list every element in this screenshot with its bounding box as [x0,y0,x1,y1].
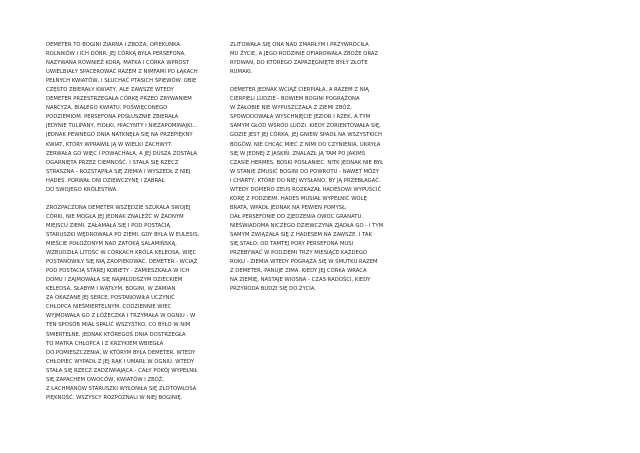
text-line: PRZEBYWAĆ W PODZIEMI TRZY MIESIĄCE KAŻDEGO [230,250,368,257]
text-line: SIĘ STAŁO: OD TAMTEJ PORY PERSEFONA MUSI [230,241,354,248]
text-line: TO MATKA CHŁOPCA I Z KRZYKIEM WBIEGŁA [46,340,164,347]
paragraph-gap [46,195,211,204]
text-line: MIEJSCU ZIEMI. ZAŁAMAŁA SIĘ I POD POSTACIĄ [46,222,171,229]
text-line: BRATA, WPADŁ JEDNAK NA PEWIEN POMYSŁ: [230,204,347,211]
text-line: W STANIE ZMUSIĆ BOGINI DO POWROTU - NAWET MÓZY [230,168,380,175]
text-line: CZĘSTO ZBIERAŁY KWIATY, ALE ZAWSZE WTEDY [46,87,174,94]
text-line: WYJMOWAŁA GO Z ŁÓŻECZKA I TRZYMAŁA W OGNIU - W [46,313,196,320]
text-line: SIĘ ZAPACHEM OWOCÓW, KWIATÓW I ZBÓŻ, [46,376,165,383]
text-line: ZROZPACZONA DEMETER WSZĘDZIE SZUKAŁA SWOJEJ [46,204,191,211]
text-line: Z ŁACHMANÓW STARUSZKI WYŁONIŁA SIĘ ZŁOTOWŁOSA [46,385,197,392]
text-line: NARCYZA, BIAŁEGO KWIATU, POŚWIĘCONEGO [46,105,168,112]
text-line: UWIELBIAŁY SPACEROWAĆ RAZEM Z NIMFAMI PO ŁĄKACH [46,69,198,76]
text-line: ZLITOWAŁA SIĘ ONA NAD ZMARŁYM I PRZYWRÓCIŁA [230,42,369,48]
text-line: DEMETER PRZESTRZEGAŁA CÓRKĘ PRZED ZRYWANIEM [46,96,192,103]
text-line: STARUSZKI WĘDROWAŁA PO ZIEMI. GDY BYŁA W EULESIS, [46,231,200,238]
text-line: OGARNIĘTA PRZEZ CIEMNOŚĆ. I STAŁA SIĘ RZECZ [46,159,179,166]
text-line: SIĘ W JEDNEJ Z JASKIŃ. ZNALAZŁ JĄ TAM PO JAKIMŚ [230,150,366,157]
right-text-column [230,41,398,294]
text-line: WTEDY DOPIERO ZEUS ROZKAZAŁ HADESOWI WYPUŚCIĆ [230,186,382,193]
text-line: DAŁ PERSEFONIE DO ZJEDZENIA OWOC GRANATU. [230,213,364,220]
text-line: PIĘKNOŚĆ. WSZYSCY ROZPOZNALI W NIEJ BOGINIĘ. [46,394,183,401]
text-line: ROLNIKÓW I ICH DÓBR. JEJ CÓRKĄ BYŁA PERSEFONA, [46,51,186,58]
text-line: CZASIE HERMES, BOSKI POSŁANIEC. NITK JEDNAK NIE BYŁ [230,159,384,166]
text-line: PEŁNYCH KWIATÓW, I SŁUCHAĆ PTASICH ŚPIEWÓW. OBIE [46,78,197,85]
text-line: POD POSTACIĄ STAREJ KOBIETY - ZAMIESZKAŁA W ICH [46,268,190,275]
text-line: STAŁA SIĘ RZECZ ZADZIWIAJĄCA - CAŁY POKÓJ WYPEŁNIŁ [46,367,198,374]
paragraph-gap [230,77,398,86]
text-line: NAZYWANA RÓWNIEŻ KORĄ. MATKA I CÓRKA WPROST [46,60,190,67]
text-line: JEDNAK PEWNEGO DNIA NATKNĘŁA SIĘ NA PRZEPIĘKNY [46,132,193,139]
text-line: DO SWOJEGO KRÓLESTWA. [46,186,118,193]
text-line: I CHARTY, KTÓRE DO NIEJ WYSŁANO, BY JĄ PRZEBŁAGAĆ. [230,177,381,184]
text-line: DEMETER JEDNAK WCIĄŻ CIERPIAŁA, A RAZEM Z NIĄ [230,87,369,94]
paragraph [46,204,211,403]
text-line: RUMAKI. [230,69,253,76]
text-line: NA ZIEMIĘ, NASTAJE WIOSNA - CZAS RADOŚCI, KIEDY [230,277,371,284]
text-line: DEMETER TO BOGINI ZIARNA I ZBOŻA, OPIEKUNKA [46,42,181,48]
text-line: CHŁOPIEC WYPADŁ Z JEJ RĄK I UMARŁ W OGNIU. WTEDY [46,358,195,365]
text-line: DOMU I ZAJMOWAŁA SIĘ NAJMŁODSZYM DZIECKIEM [46,277,183,284]
text-line: MU ŻYCIE, A JEGO RODZINIE OFIAROWAŁA ZBOŻE ORAZ [230,51,379,58]
text-line: RYDWAN, DO KTÓREGO ZAPRZĘGNIĘTE BYŁY ZŁOTE [230,60,368,67]
text-line: ŚMIERTELNE. JEDNAK KTÓREGOŚ DNIA DOSTRZEGŁA [46,331,186,338]
left-text-column [46,41,211,403]
paragraph [230,86,398,294]
paragraph [46,41,211,195]
text-line: NIEŚWIADOMA NICZEGO DZIEWCZYNA ZJADŁA GO - I TYM [230,222,384,229]
text-line: KORĘ Z PODZIEMI. HADES MUSIAŁ WYPEŁNIĆ WOLĘ [230,195,367,202]
text-line: TEN SPOSÓB MIAŁ SPALIĆ WSZYSTKO, CO BYŁO W NIM [46,322,191,329]
text-line: GDZIE JEST JEJ CÓRKA, JEJ GNIEW SPADŁ NA WSZYSTKICH [230,132,383,139]
text-line: STRASZNA - ROZSTĄPIŁA SIĘ ZIEMIA I WYSZEDŁ Z NIEJ [46,168,191,175]
text-line: SPOWODOWAŁA WYSCHNIĘCIE JEZIOR I RZEK, A TYM [230,114,371,121]
text-line: ZA OKAZANE JEJ SERCE, POSTANOWIŁA UCZYNIĆ [46,295,175,302]
text-line: Z DEMETER, PANUJE ZIMA. KIEDY JEJ CÓRKA WRACA [230,268,367,275]
text-line: PODZIEMIOM. PERSEFONA POSŁUSZNIE ZBIERAŁA [46,114,179,121]
text-line: KWIAT, KTÓRY WPRAWIŁ JĄ W WIELKI ZACHWYT. [46,141,173,148]
text-line: CHŁOPCA NIEŚMIERTELNYM. CODZIENNIE WIEC [46,304,172,311]
text-line: SAMYM ZWIĄZAŁA SIĘ Z HADESEM NA ZAWSZE. I TAK [230,231,372,238]
text-line: BOGÓW. NIE CHCĄC MIEĆ Z NIMI DO CZYNIENIA, UKRYŁA [230,141,381,148]
text-line: KELEOSA, SŁABYM I WĄTŁYM. BOGINI, W ZAMIAN [46,286,176,293]
text-line: POSTANOWIŁY SIĘ NIĄ ZAOPIEKOWAĆ. DEMETER - WCIĄŻ [46,259,198,266]
text-line: MIEŚCIE POŁOŻONYM NAD ZATOKĄ SALAMIŃSKĄ, [46,241,177,248]
text-line: CIERPIELI LUDZIE - BOWIEM BOGINI POGRĄŻONA [230,96,360,103]
text-line: W ŻAŁOBIE NIE WYPUSZCZAŁA Z ZIEMI ZBÓŻ, [230,105,352,112]
paragraph [230,41,398,77]
text-line: CÓRKI, NIE MOGŁA JEJ JEDNAK ZNALEŹĆ W ŻADNYM [46,213,184,220]
text-line: HADES. PORWAŁ ONI DZIEWCZYNĘ I ZABRAŁ [46,177,165,184]
text-line: PRZYRODA BUDZI SIĘ DO ŻYCIA. [230,286,317,293]
text-line: JEDYNIE TULIPANY, FIOŁKI, HIACYNTY I NIEZAPOMINAJKI... [46,123,198,130]
text-line: SAMYM GŁÓD WŚRÓD LUDZI. KIEDY ZORIENTOWAŁA SIĘ, [230,123,381,130]
text-line: ROKU - ZIEMIA WTEDY POGRĄŻA SIĘ W SMUTKU RAZEM [230,259,378,266]
text-line: ZERWAŁA GO WIĘC I POWĄCHAŁA, A JEJ DUSZA ZOSTAŁA [46,150,197,157]
text-line: WZBUDZIŁA LITOŚĆ W CÓRKACH KRÓLA KELEOSA, WIĘC [46,250,197,257]
text-line: DO POMIESZCZENIA, W KTÓRYM BYŁA DEMETER. WTEDY [46,349,196,356]
